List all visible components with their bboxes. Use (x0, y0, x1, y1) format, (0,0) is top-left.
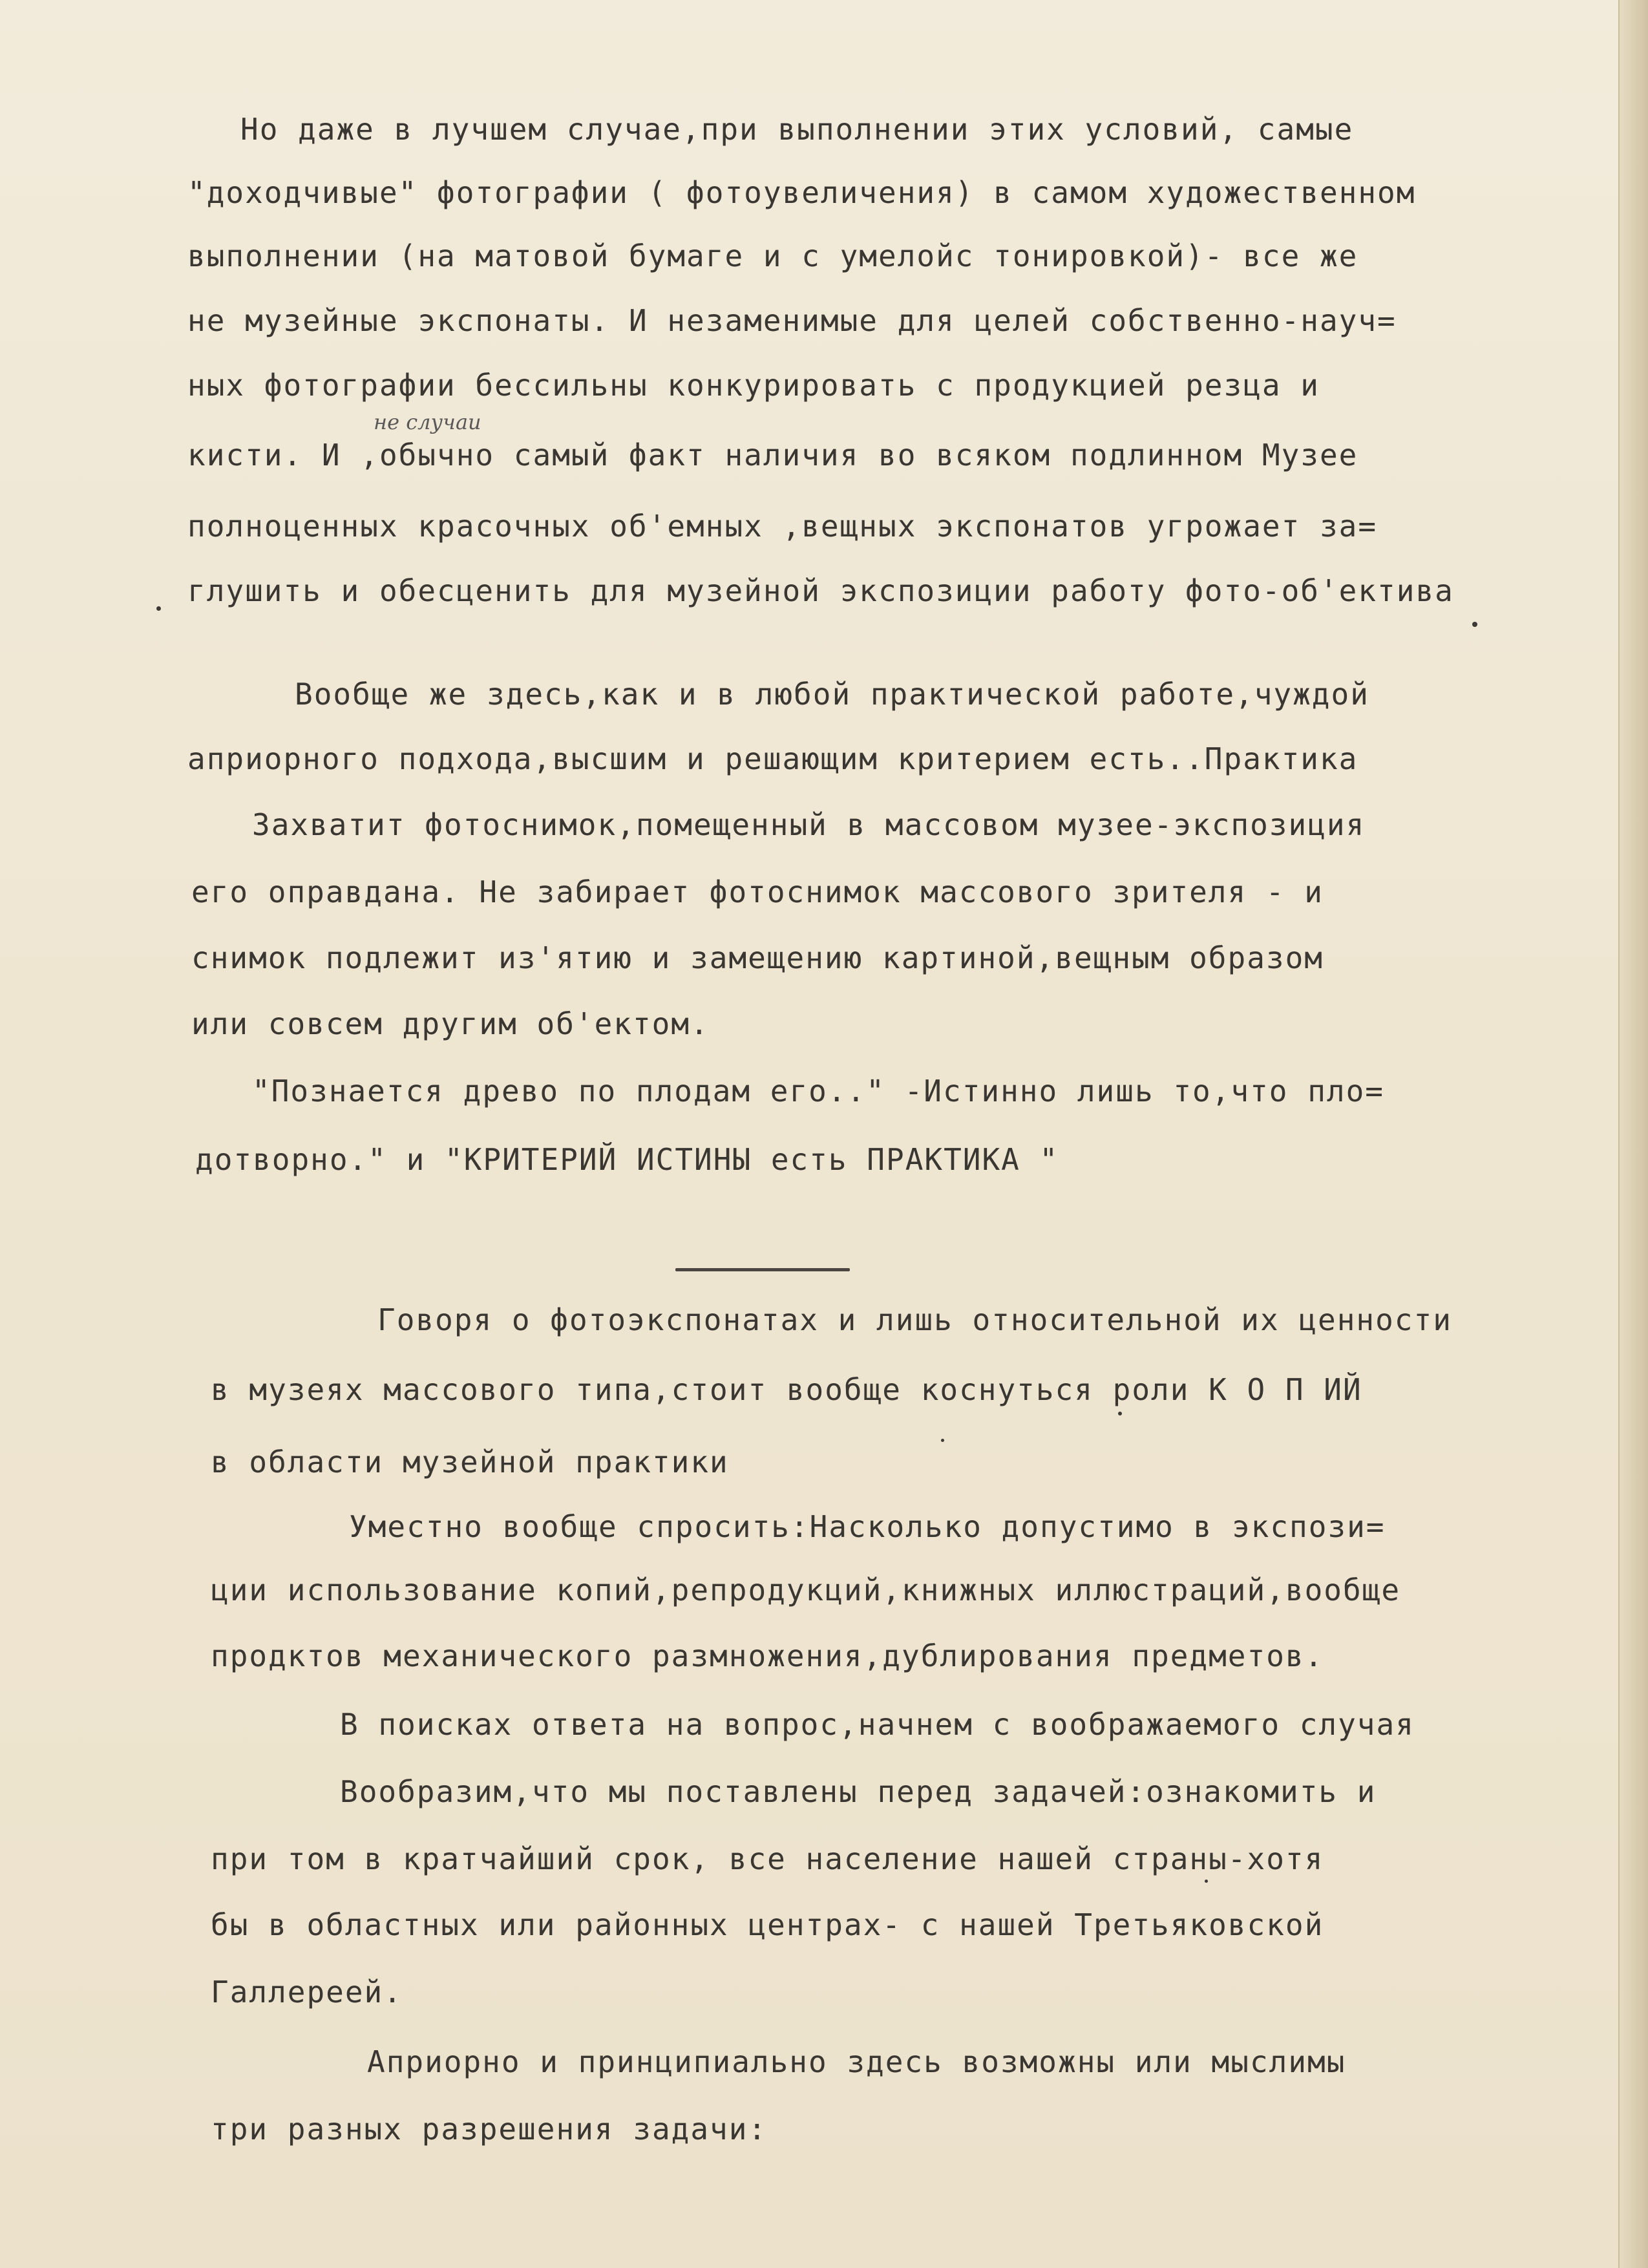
text-line: ных фотографии бессильны конкурировать с продукцией резца и (187, 368, 1320, 403)
text-line: "доходчивые" фотографии ( фотоувеличения) в самом художественном (187, 175, 1416, 210)
ink-speck (1472, 622, 1477, 627)
text-line: Вообразим,что мы поставлены перед задачей:ознакомить и (340, 1774, 1377, 1809)
text-line: кисти. И ,обычно самый факт наличия во всяком подлинном Музее (187, 438, 1358, 472)
ink-speck (941, 1439, 944, 1442)
handwritten-note: не случаи (374, 410, 481, 434)
text-line: продктов механического размножения,дублирования предметов. (211, 1638, 1324, 1673)
text-line: в музеях массового типа,стоит вообще коснуться роли К О П ИЙ (211, 1372, 1362, 1407)
text-line: выполнении (на матовой бумаге и с умелойс тонировкой)- все же (187, 238, 1358, 273)
text-line: Уместно вообще спросить:Насколько допустимо в экспози= (349, 1509, 1386, 1544)
ink-speck (1205, 1880, 1208, 1883)
section-divider (675, 1268, 850, 1271)
text-line: Говоря о фотоэкспонатах и лишь относительной их ценности (377, 1302, 1452, 1337)
text-line: Захватит фотоснимок,помещенный в массовом музее-экспозиция (252, 807, 1366, 842)
text-line: не музейные экспонаты. И незаменимые для целей собственно-науч= (187, 303, 1397, 338)
text-line: полноценных красочных об'емных ,вещных экспонатов угрожает за= (187, 509, 1378, 544)
text-line: дотворно." и "КРИТЕРИЙ ИСТИНЫ есть ПРАКТИКА " (195, 1142, 1059, 1177)
text-line: Но даже в лучшем случае,при выполнении этих условий, самые (240, 112, 1354, 147)
text-line: В поисках ответа на вопрос,начнем с воображаемого случая (340, 1707, 1415, 1742)
text-line: Вообще же здесь,как и в любой практической работе,чуждой (295, 677, 1369, 712)
ink-speck (156, 606, 161, 611)
text-line: ции использование копий,репродукций,книжных иллюстраций,вообще (211, 1573, 1401, 1607)
text-line: снимок подлежит из'ятию и замещению картиной,вещным образом (191, 940, 1324, 975)
text-line: при том в кратчайший срок, все население нашей страны-хотя (211, 1841, 1324, 1876)
text-line: его оправдана. Не забирает фотоснимок массового зрителя - и (191, 874, 1324, 909)
text-line: бы в областных или районных центрах- с нашей Третьяковской (211, 1907, 1324, 1942)
text-line: Априорно и принципиально здесь возможны или мыслимы (367, 2044, 1346, 2079)
text-line: или совсем другим об'ектом. (191, 1006, 710, 1041)
text-line: Галлереей. (211, 1975, 403, 2009)
text-line: "Познается древо по плодам его.." -Истинно лишь то,что пло= (252, 1074, 1384, 1108)
text-line: три разных разрешения задачи: (211, 2112, 768, 2146)
text-line: глушить и обесценить для музейной экспозиции работу фото-об'ектива (187, 573, 1454, 608)
text-line: априорного подхода,высшим и решающим критерием есть..Практика (187, 741, 1358, 776)
text-line: в области музейной практики (211, 1445, 729, 1479)
ink-speck (1118, 1412, 1122, 1415)
